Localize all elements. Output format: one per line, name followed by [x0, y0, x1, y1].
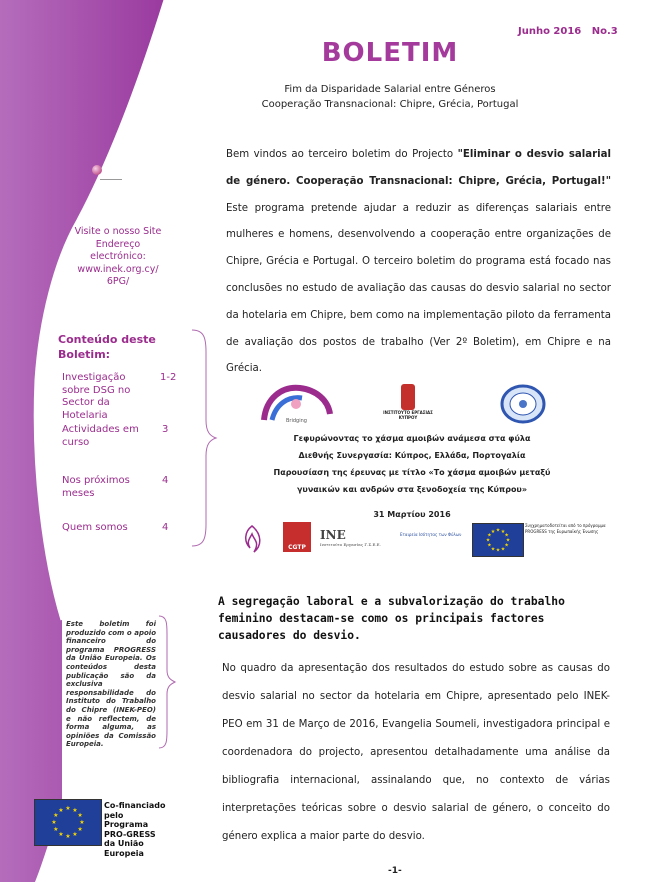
eu-star-icon: ★ — [490, 546, 496, 553]
eu-star-icon: ★ — [504, 542, 509, 549]
inek-logo-icon — [401, 384, 415, 410]
eu-flag-small-icon — [472, 523, 524, 557]
eu-flag-icon — [34, 799, 102, 846]
eu-star-icon: ★ — [495, 547, 501, 554]
eu-star-icon: ★ — [65, 805, 71, 812]
toc-item-page: 1-2 — [160, 372, 177, 383]
toc-item-page: 3 — [162, 424, 169, 435]
eu-star-icon: ★ — [79, 819, 85, 826]
eu-star-icon: ★ — [65, 833, 71, 840]
eu-star-icon: ★ — [53, 812, 59, 819]
eu-star-icon: ★ — [58, 806, 64, 814]
subtitle-line-1: Fim da Disparidade Salarial entre Géneros — [284, 84, 496, 95]
progress-note: Συγχρηματοδοτείται από το πρόγραμμα PROGRESS της Ευρωπαϊκής Ένωσης — [525, 523, 606, 534]
gov-logo — [400, 532, 470, 537]
gov-logo-text: Εταιρεία Ισότητας των Φύλων — [400, 532, 462, 537]
eu-star-icon: ★ — [53, 826, 59, 833]
article-body: No quadro da apresentação dos resultados do estudo sobre as causas do desvio salarial no sector da hotelaria em Chipre, apresentado pelo INEK-PEO em 31 de Março de 2016, Evangelia Soumeli, investigadora principal e coordenadora do projecto, apresentou detalhadamente uma análise da bibliografia internacional, assinalando que, no contexto de várias interpretações teóricas sobre o desvio salarial de género, o conceito do género explica a maior parte do desvio. — [222, 663, 610, 842]
event-line-3: Παρουσίαση της έρευνας με τίτλο «Το χάσμα αμοιβών μεταξύ — [273, 468, 551, 477]
eu-star-icon: ★ — [490, 529, 496, 536]
website-note: Visite o nosso Site Endereço electrónico: www.inek.org.cy/ 6PG/ — [74, 226, 162, 287]
toc-title: Conteúdo deste Boletim: — [58, 333, 156, 361]
subtitle-line-2: Cooperação Transnacional: Chipre, Grécia, Portugal — [261, 99, 519, 110]
ine-logo — [320, 528, 390, 547]
cgtp-logo — [283, 522, 311, 552]
eu-star-icon: ★ — [487, 542, 492, 549]
event-line-1: Γεφυρώνοντας το χάσμα αμοιβών ανάμεσα στα φύλα — [293, 434, 531, 443]
page-number: -1- — [388, 866, 402, 876]
eu-star-icon: ★ — [495, 527, 501, 534]
event-date: 31 Μαρτίου 2016 — [373, 510, 451, 519]
issue-date: Junho 2016 No.3 — [518, 26, 618, 37]
article-headline: A segregação laboral e a subvalorização do trabalho feminino destacam-se como os principais factores causadores do desvio. — [218, 595, 565, 642]
cofinancing-note: Co-financiado pelo Programa PRO-GRESS da União Europeia — [104, 801, 166, 858]
page-title: BOLETIM — [321, 38, 459, 68]
decorative-line — [100, 179, 122, 180]
toc-item-label[interactable]: Actividades em curso — [62, 424, 139, 448]
event-line-2: Διεθνής Συνεργασία: Κύπρος, Ελλάδα, Πορτογαλία — [298, 451, 526, 460]
cgtp-logo-text: CGTP — [288, 544, 306, 551]
seal-logo-icon — [500, 384, 546, 424]
event-line-4: γυναικών και ανδρών στα ξενοδοχεία της Κύπρου» — [296, 485, 528, 494]
ine-logo-subtext: Ινστιτούτο Εργασίας Γ.Σ.Ε.Ε. — [320, 542, 381, 547]
intro-text: Este programa pretende ajudar a reduzir as diferenças salariais entre mulheres e homens, desenvolvendo a cooperação entre organizações de Chipre, Grécia e Portugal. O terceiro boletim do programa está focado nas conclusões no estudo de avaliação das causas do desvio salarial no sector da hotelaria em Chipre, bem como na implementação piloto da ferramenta de avaliação dos postos de trabalho (Ver 2º Boletim), em Chipre e na Grécia. — [226, 202, 611, 375]
eu-star-icon: ★ — [505, 537, 511, 544]
toc-item-page: 4 — [162, 522, 169, 533]
eu-star-icon: ★ — [58, 831, 64, 839]
decorative-ball — [92, 165, 102, 175]
eu-star-icon: ★ — [500, 529, 506, 536]
inek-logo — [383, 384, 433, 420]
project-logo-icon — [256, 380, 336, 426]
eu-star-icon: ★ — [504, 532, 509, 539]
toc-item-page: 4 — [162, 475, 169, 486]
eu-star-icon: ★ — [72, 806, 78, 814]
eu-star-icon: ★ — [487, 532, 492, 539]
eu-star-icon: ★ — [51, 819, 57, 826]
eu-star-icon: ★ — [77, 826, 83, 833]
funding-bracket — [157, 614, 177, 750]
flame-logo-icon — [240, 524, 264, 554]
project-title: "Eliminar o desvio salarial de género. Cooperação Transnacional: Chipre, Grécia, Portugal!" — [226, 149, 612, 187]
inek-logo-text: ΙΝΣΤΙΤΟΥΤΟ ΕΡΓΑΣΙΑΣ ΚΥΠΡΟΥ — [383, 410, 433, 420]
eu-star-icon: ★ — [500, 546, 506, 553]
toc-item-label[interactable]: Nos próximos meses — [62, 475, 130, 499]
funding-disclaimer: Este boletim foi produzido com o apoio financeiro do programa PROGRESS da União Europeia. Os conteúdos desta publicação são da exclusiva responsabilidade do Instituto do Trabalho do Chipre (INEK-PEO) e não reflectem, de forma alguma, as opiniões da Comissão Europeia. — [66, 620, 156, 749]
toc-bracket — [188, 328, 218, 548]
toc-item-label[interactable]: Quem somos — [62, 522, 128, 533]
eu-star-icon: ★ — [77, 812, 83, 819]
intro-paragraph — [226, 142, 611, 383]
svg-text:Bridging: Bridging — [286, 418, 307, 424]
ine-logo-text: INE — [320, 528, 346, 542]
toc-item-label[interactable]: Investigação sobre DSG no Sector da Hotelaria — [62, 372, 131, 421]
eu-star-icon: ★ — [485, 537, 491, 544]
intro-text: Bem vindos ao terceiro boletim do Projecto — [226, 149, 458, 160]
eu-star-icon: ★ — [72, 831, 78, 839]
